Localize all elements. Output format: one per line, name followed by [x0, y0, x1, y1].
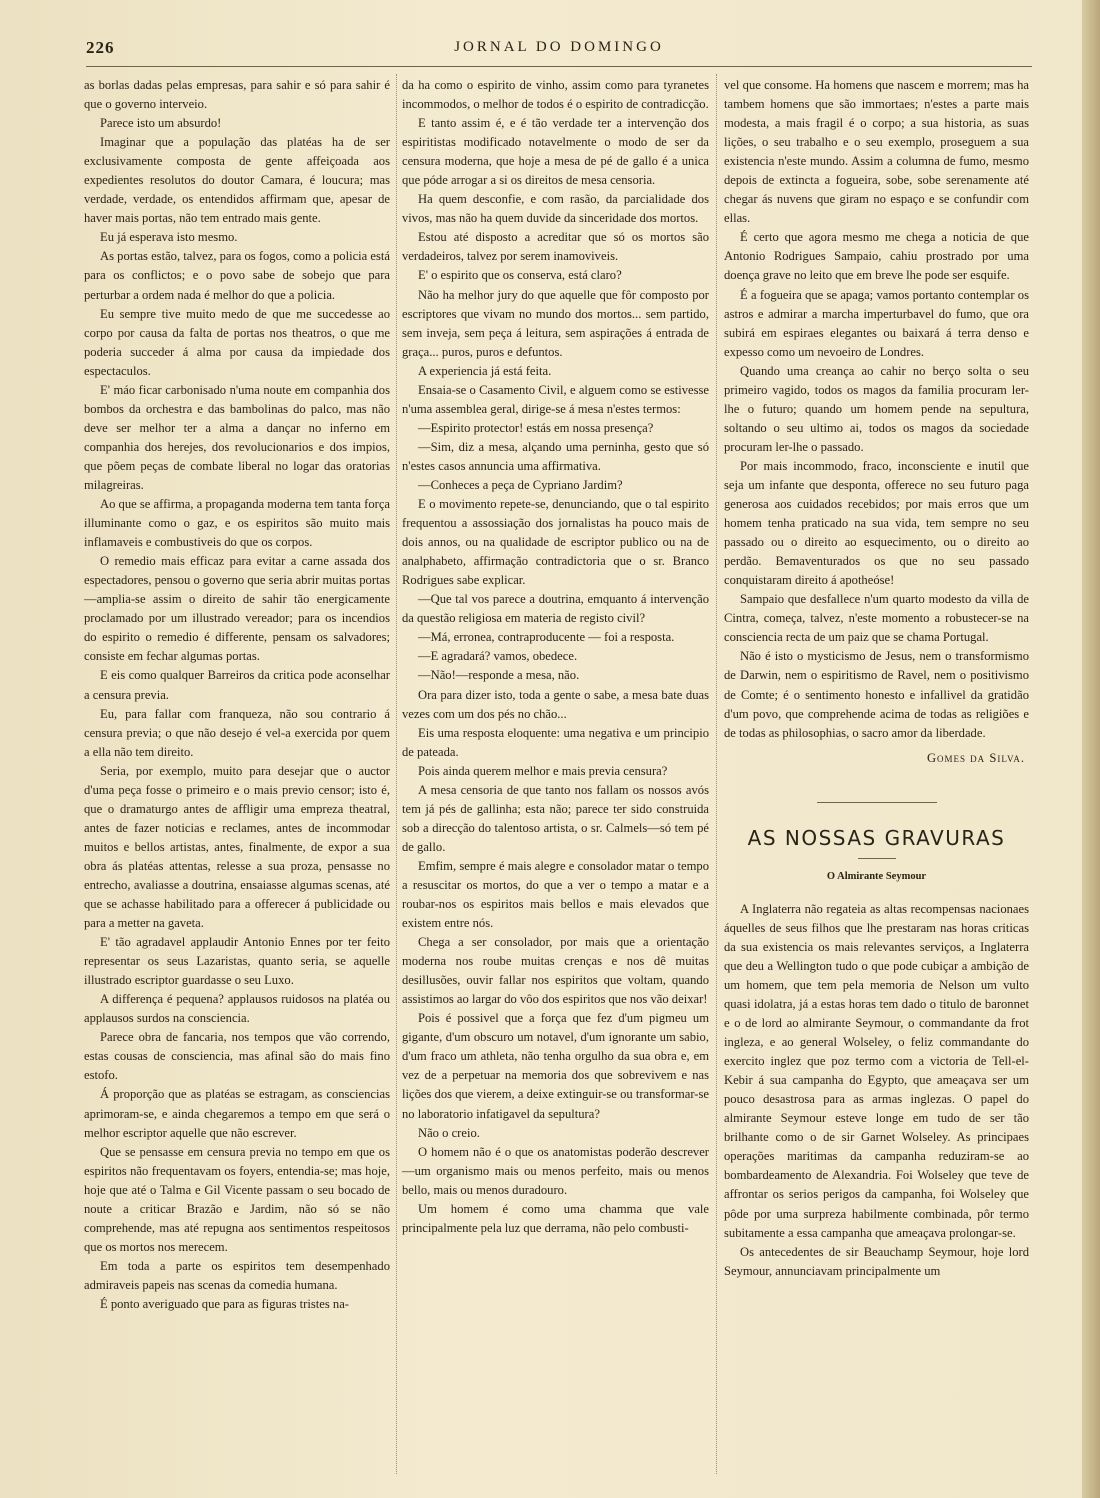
- paragraph: Não ha melhor jury do que aquelle que fôr composto por escriptores que vivam no mundo dos mortos... sem partido, sem inveja, sem peça á leitura, sem aspirações á entrada de graça... puros, puros e defuntos.: [402, 287, 709, 359]
- paragraph: E eis como qualquer Barreiros da critica pode aconselhar a censura previa.: [84, 668, 390, 702]
- paragraph: E' o espirito que os conserva, está claro?: [418, 268, 622, 283]
- page-number: 226: [86, 38, 115, 57]
- paragraph: E tanto assim é, e é tão verdade ter a intervenção dos espiritistas modificado notavelmente o modo de ser da censura moderna, que hoje a mesa de pé de gallo é a unica que póde arrogar a si os direitos de mesa censoria.: [402, 116, 709, 188]
- paragraph: Eis uma resposta eloquente: uma negativa e um principio de pateada.: [402, 725, 709, 759]
- paragraph: A differença é pequena? applausos ruidosos na platéa ou applausos surdos na consciencia.: [84, 992, 390, 1026]
- paragraph: —Conheces a peça de Cypriano Jardim?: [418, 477, 623, 492]
- column-1: [84, 76, 390, 1314]
- title-rule: [858, 858, 896, 859]
- paragraph: Eu, para fallar com franqueza, não sou contrario á censura previa; o que não desejo é vel-a exercida por quem a ella não tem direito.: [84, 706, 390, 759]
- column-2: [402, 76, 709, 1238]
- paragraph: Por mais incommodo, fraco, inconsciente e inutil que seja um infante que desponta, offerece no seu futuro paga generosa aos cuidados recebidos; por mais erros que um homem tenha praticado na sua vida, tem sempre no seu passado ou o direito ao esquecimento, ou o direito ao perdão. Bemaventurados os que no seu passado conquistaram direito á apotheóse!: [724, 458, 1029, 588]
- paragraph: Ensaia-se o Casamento Civil, e alguem como se estivesse n'uma assemblea geral, dirige-se á mesa n'estes termos:: [402, 382, 709, 416]
- paragraph: as borlas dadas pelas empresas, para sahir e só para sahir é que o governo interveio.: [84, 78, 390, 112]
- paragraph: —Espirito protector! estás em nossa presença?: [418, 420, 654, 435]
- paragraph: Pois é possivel que a força que fez d'um pigmeu um gigante, d'um obscuro um notavel, d'um ignorante um sabio, d'um fraco um athleta, não tenha orgulho da sua obra e, em vez de a perpetuar na memoria dos que sobrevivem e nas lições dos que vierem, a deixe extinguir-se ou transformar-se no laboratorio infatigavel da sepultura?: [402, 1011, 709, 1121]
- paragraph: Eu sempre tive muito medo de que me succedesse ao corpo por causa da falta de portas nos theatros, o que me poderia succeder á alma por causa da impiedade dos espectaculos.: [84, 306, 390, 378]
- paragraph: A mesa censoria de que tanto nos fallam os nossos avós tem já pés de gallinha; esta não; parece ter sido construida sob a direcção do talentoso artista, o sr. Calmels—só tem pé de gallo.: [402, 782, 709, 854]
- section-separator: [817, 802, 937, 803]
- newspaper-title: JORNAL DO DOMINGO: [454, 39, 664, 55]
- paragraph: Chega a ser consolador, por mais que a orientação moderna nos roube muitas crenças e nos dê muitas desillusões, ouvir fallar nos espiritos que voltam, quando assistimos ao largar do vôo dos espiritos que nos vão deixar!: [402, 935, 709, 1007]
- paragraph: Parece isto um absurdo!: [100, 116, 222, 131]
- paragraph: —E agradará? vamos, obedece.: [418, 649, 578, 664]
- paragraph: —Má, erronea, contraproducente — foi a resposta.: [418, 630, 675, 645]
- column-divider: [396, 74, 397, 1474]
- paragraph: E o movimento repete-se, denunciando, que o tal espirito frequentou a assossiação dos jornalistas ha pouco mais de dois annos, ou na qualidade de escriptor publico ou na de analphabeto, affirmação contradictoria que o sr. Branco Rodrigues sabe explicar.: [402, 497, 709, 588]
- paragraph: Pois ainda querem melhor e mais previa censura?: [418, 763, 668, 778]
- paragraph: As portas estão, talvez, para os fogos, como a policia está para os conflictos; e o povo sabe de sobejo que para perturbar a ordem nada é melhor do que a policia.: [84, 249, 390, 302]
- page-header: [86, 38, 1032, 62]
- paragraph: Estou até disposto a acreditar que só os mortos são verdadeiros, talvez por serem inamoviveis.: [402, 230, 709, 264]
- paragraph: É a fogueira que se apaga; vamos portanto contemplar os astros e admirar a marcha imperturbavel do fumo, que ora subirá em espiraes elegantes ou baixará á terra denso e expesso como um nevoeiro de Londres.: [724, 287, 1029, 359]
- paragraph: Imaginar que a população das platéas ha de ser exclusivamente composta de gente affeiçoada aos expedientes resolutos do doutor Camara, é loucura; mas verdade, verdade, os entendidos affirmam que, apesar de haver mais portas, não tem entrado mais gente.: [84, 135, 390, 226]
- paragraph: Emfim, sempre é mais alegre e consolador matar o tempo a resuscitar os mortos, do que a ver o tempo a matar e a roubar-nos os espiritos mais bellos e mais elevados que existem entre nós.: [402, 858, 709, 931]
- paragraph: Parece obra de fancaria, nos tempos que vão correndo, estas cousas de consciencia, mas afinal são do mais fino estofo.: [84, 1030, 390, 1083]
- paragraph: Não o creio.: [418, 1125, 480, 1140]
- paragraph: —Não!—responde a mesa, não.: [418, 668, 580, 683]
- paragraph: Seria, por exemplo, muito para desejar que o auctor d'uma peça fosse o primeiro e o mais previo censor; isto é, que o dramaturgo antes de affligir uma empreza theatral, antes de fazer noticias e reclames, antes de incommodar muitos e bellos artistas, antes, finalmente, de expor a sua obra ás platéas attentas, relesse a sua proza, pensasse no entrecho, avaliasse a doutrina, ensaiasse algumas scenas, até que se achasse habilitado para a offerecer á publicidade ou para a metter na gaveta.: [84, 763, 390, 931]
- paragraph: —Sim, diz a mesa, alçando uma perninha, gesto que só n'estes casos annuncia uma affirmativa.: [402, 439, 709, 473]
- paragraph: É ponto averiguado que para as figuras tristes na-: [100, 1297, 349, 1311]
- paragraph: A Inglaterra não regateia as altas recompensas nacionaes áquelles de seus filhos que lhe prestaram nas horas criticas da sua existencia os mais relevantes serviços, a Inglaterra que deu a Wellington tudo o que pode cubiçar a ambição de um homem, que tem pela memoria de Nelson um vulto quasi idolatra, já a estas horas tem dado o titulo de baronnet e o de lord ao almirante Seymour, o commandante da frot ingleza, e ao general Wolseley, o feliz commandante do exercito inglez que poz termo com a victoria de Tell-el-Kebir á sua campanha do Egypto, que ameaçava ser um pouco desastrosa para as armas inglezas. O papel do almirante Seymour esteve longe em tudo de ser tão brilhante como o de sir Garnet Wolseley. As principaes operações maritimas da campanha reduziram-se ao bombardeamento de Alexandria. Foi Wolseley que teve de affrontar os serios perigos da campanha, foi Wolseley que pôde por uma surpreza habilmente combinada, pôr termo subitamente a essa campanha que ameaçava prolongar-se.: [724, 901, 1029, 1240]
- section-subtitle: O Almirante Seymour: [826, 870, 927, 882]
- paragraph: Quando uma creança ao cahir no berço solta o seu primeiro vagido, todos os magos da familia procuram ler-lhe o futuro; quando um homem pende na sepultura, soltando o seu ultimo ai, todos os magos da sociedade procuram ler-lhe o passado.: [724, 363, 1029, 454]
- column-divider: [716, 74, 717, 1474]
- column-3: [724, 76, 1029, 1281]
- paragraph: Ao que se affirma, a propaganda moderna tem tanta força illuminante como o gaz, e os espiritos são muito mais inflamaveis e combustiveis do que os corpos.: [84, 497, 390, 550]
- paragraph: Os antecedentes de sir Beauchamp Seymour, hoje lord Seymour, annunciavam principalmente um: [724, 1244, 1029, 1278]
- section-title: AS NOSSAS GRAVURAS: [747, 825, 1006, 850]
- paragraph: E' tão agradavel applaudir Antonio Ennes por ter feito representar os seus Lazaristas, quanto seria, se aquelle illustrado escriptor guardasse o seu Luxo.: [84, 935, 390, 988]
- paragraph: Eu já esperava isto mesmo.: [100, 230, 238, 245]
- page-edge-shadow: [1082, 0, 1100, 1498]
- paragraph: Ora para dizer isto, toda a gente o sabe, a mesa bate duas vezes com um dos pés no chão...: [402, 687, 709, 721]
- paragraph: —Que tal vos parece a doutrina, emquanto á intervenção da questão religiosa em materia de registo civil?: [402, 592, 709, 626]
- paragraph: Não é isto o mysticismo de Jesus, nem o transformismo de Darwin, nem o espiritismo de Ravel, nem o positivismo de Comte; é o sentimento honesto e infallivel da gratidão d'um povo, que comprehende acima de todas as religiões e de todas as philosophias, o sacro amor da liberdade.: [724, 649, 1029, 740]
- paragraph: O remedio mais efficaz para evitar a carne assada dos espectadores, pensou o governo que seria abrir muitas portas—amplia-se assim o direito de sahir tão energicamente proclamado por um illustrado vereador; para os incendios do espirito o remedio é differente, pensam os salvadores; consiste em fechar algumas portas.: [84, 554, 391, 664]
- paragraph: Sampaio que desfallece n'um quarto modesto da villa de Cintra, começa, talvez, n'este momento a robustecer-se na consciencia recta de um paiz que se chama Portugal.: [724, 592, 1029, 645]
- paragraph: O homem não é o que os anatomistas poderão descrever—um organismo mais ou menos perfeito, mais ou menos bello, mais ou menos duradouro.: [402, 1144, 709, 1197]
- paragraph: Que se pensasse em censura previa no tempo em que os espiritos não frequentavam os foyers, entendia-se; mas hoje, hoje que até o Talma e Gil Vicente passam o seu bocado de noute a criticar Brazão e Jardim, não só se não comprehende, mas até repugna aos sentimentos respeitosos que os mortos nos merecem.: [84, 1144, 390, 1254]
- paragraph: Em toda a parte os espiritos tem desempenhado admiraveis papeis nas scenas da comedia humana.: [84, 1258, 390, 1292]
- paragraph: É certo que agora mesmo me chega a noticia de que Antonio Rodrigues Sampaio, cahiu prostrado por uma doença grave no leito que em breve lhe pode ser esquife.: [724, 230, 1029, 283]
- header-rule: [86, 66, 1032, 67]
- paragraph: vel que consome. Ha homens que nascem e morrem; mas ha tambem homens que são immortaes; n'estes a parte mais modesta, a mais fragil é o corpo; a sua historia, as suas lições, o seu trabalho e o seu exemplo, proseguem a sua existencia n'este mundo. Assim a columna de fumo, mesmo depois de extincta a fogueira, sobe, sobe serenamente até chegar ás nuvens que giram no espaço e se confundir com ellas.: [724, 78, 1029, 226]
- paragraph: da ha como o espirito de vinho, assim como para tyranetes incommodos, o melhor de todos é o espirito de contradicção.: [402, 78, 709, 112]
- paragraph: Ha quem desconfie, e com rasão, da parcialidade dos vivos, mas não ha quem duvide da sinceridade dos mortos.: [402, 192, 709, 226]
- paragraph: A experiencia já está feita.: [418, 363, 552, 378]
- paragraph: E' máo ficar carbonisado n'uma noute em companhia dos bombos da orchestra e das bambolinas do palco, mas não deve ser melhor ter a alma a dançar no inferno em companhia dos herejes, dos revolucionarios e dos impios, que põem peças de combate liberal no logar das oratorias milagreiras.: [84, 382, 390, 492]
- paragraph: Um homem é como uma chamma que vale principalmente pela luz que derrama, não pelo combusti-: [402, 1201, 709, 1235]
- paragraph: Á proporção que as platéas se estragam, as consciencias aprimoram-se, e ainda chegaremos a tempo em que será o melhor escriptor aquelle que não escrever.: [84, 1087, 390, 1140]
- author-signature: Gomes da Silva.: [926, 750, 1025, 765]
